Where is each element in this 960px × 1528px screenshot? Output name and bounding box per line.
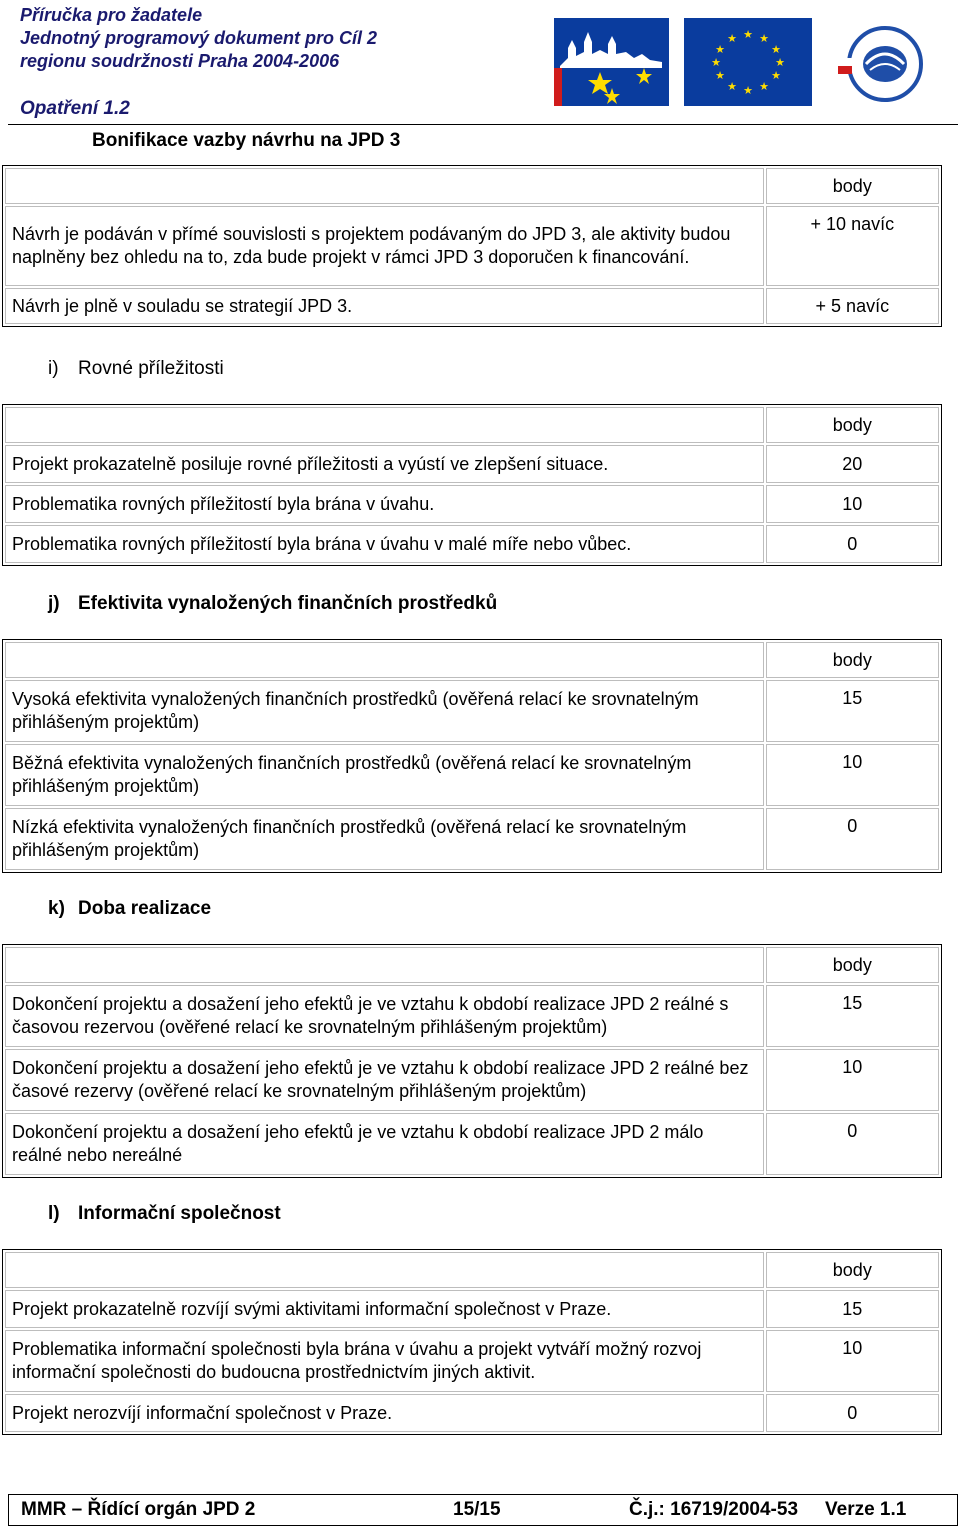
criterion-text: Problematika informační společnosti byla brána v úvahu a projekt vytváří možný rozvoj informační společnosti do budoucna prostřednictvím jiných aktivit. bbox=[5, 1330, 764, 1392]
criterion-points: 0 bbox=[766, 1113, 939, 1175]
section-title: Rovné příležitosti bbox=[78, 358, 224, 379]
efektivita-table bbox=[2, 639, 942, 873]
criterion-points: 10 bbox=[766, 1049, 939, 1111]
table-row bbox=[5, 206, 939, 286]
svg-text:★: ★ bbox=[715, 69, 725, 82]
criterion-points: 0 bbox=[766, 1394, 939, 1432]
table-row bbox=[5, 288, 939, 324]
section-title: Informační společnost bbox=[78, 1203, 281, 1224]
criterion-text: Problematika rovných příležitostí byla brána v úvahu. bbox=[5, 485, 764, 523]
footer-version: Verze 1.1 bbox=[825, 1499, 907, 1520]
header-line-1: Příručka pro žadatele bbox=[20, 5, 203, 25]
footer-reference-number: Č.j.: 16719/2004-53 bbox=[629, 1499, 799, 1520]
svg-text:★: ★ bbox=[759, 32, 769, 45]
page-header bbox=[8, 0, 958, 125]
svg-text:★: ★ bbox=[771, 69, 781, 82]
criterion-points: 0 bbox=[766, 808, 939, 870]
eu-flag-logo bbox=[684, 18, 812, 106]
svg-text:★: ★ bbox=[727, 80, 737, 93]
table-header-row bbox=[5, 1252, 939, 1288]
table-row bbox=[5, 1113, 939, 1175]
criterion-text: Běžná efektivita vynaložených finančních prostředků (ověřená relací ke srovnatelným přihlášeným projektům) bbox=[5, 744, 764, 806]
table-row bbox=[5, 985, 939, 1047]
table-row bbox=[5, 525, 939, 563]
footer-organization: MMR – Řídící orgán JPD 2 bbox=[21, 1499, 256, 1520]
document-title bbox=[20, 4, 377, 73]
svg-text:★: ★ bbox=[715, 43, 725, 56]
svg-text:★: ★ bbox=[743, 28, 753, 41]
table-row bbox=[5, 680, 939, 742]
header-empty-cell bbox=[5, 1252, 764, 1288]
criterion-text: Projekt prokazatelně rozvíjí svými aktivitami informační společnost v Praze. bbox=[5, 1290, 764, 1328]
criterion-text: Návrh je plně v souladu se strategií JPD 3. bbox=[5, 288, 764, 324]
section-letter: i) bbox=[48, 358, 59, 379]
criterion-points: 15 bbox=[766, 680, 939, 742]
svg-text:★: ★ bbox=[743, 84, 753, 97]
header-empty-cell bbox=[5, 407, 764, 443]
table-header-row bbox=[5, 642, 939, 678]
criterion-points: + 5 navíc bbox=[766, 288, 939, 324]
svg-text:★: ★ bbox=[759, 80, 769, 93]
section-letter: l) bbox=[48, 1203, 60, 1224]
table-header-row bbox=[5, 947, 939, 983]
section-heading-k bbox=[48, 898, 211, 920]
table-row bbox=[5, 1290, 939, 1328]
header-line-3: regionu soudržnosti Praha 2004-2006 bbox=[20, 51, 340, 71]
points-header: body bbox=[766, 1252, 939, 1288]
section-title: Efektivita vynaložených finančních prostředků bbox=[78, 593, 498, 614]
table-row bbox=[5, 445, 939, 483]
svg-text:★: ★ bbox=[775, 56, 785, 69]
criterion-text: Projekt prokazatelně posiluje rovné příležitosti a vyústí ve zlepšení situace. bbox=[5, 445, 764, 483]
criterion-text: Dokončení projektu a dosažení jeho efektů je ve vztahu k období realizace JPD 2 reálné s časovou rezervou (ověřené relací ke srovnatelným přihlášeným projektům) bbox=[5, 985, 764, 1047]
table-row bbox=[5, 1330, 939, 1392]
criterion-points: 20 bbox=[766, 445, 939, 483]
svg-text:★: ★ bbox=[727, 32, 737, 45]
measure-label: Opatření 1.2 bbox=[20, 98, 130, 119]
table-header-row bbox=[5, 407, 939, 443]
points-header: body bbox=[766, 642, 939, 678]
criterion-points: 10 bbox=[766, 744, 939, 806]
criterion-text: Vysoká efektivita vynaložených finančních prostředků (ověřená relací ke srovnatelným přihlášeným projektům) bbox=[5, 680, 764, 742]
section-letter: k) bbox=[48, 898, 65, 919]
svg-text:★: ★ bbox=[771, 43, 781, 56]
criterion-points: 15 bbox=[766, 985, 939, 1047]
table-row bbox=[5, 1049, 939, 1111]
criterion-points: 10 bbox=[766, 1330, 939, 1392]
section-heading-j bbox=[48, 593, 497, 615]
table-row bbox=[5, 744, 939, 806]
criterion-points: 15 bbox=[766, 1290, 939, 1328]
criterion-text: Návrh je podáván v přímé souvislosti s projektem podávaným do JPD 3, ale aktivity budou naplněny bez ohledu na to, zda bude projekt v rámci JPD 3 doporučen k financování. bbox=[5, 206, 764, 286]
criterion-points: 10 bbox=[766, 485, 939, 523]
criterion-text: Nízká efektivita vynaložených finančních prostředků (ověřená relací ke srovnatelným přihlášeným projektům) bbox=[5, 808, 764, 870]
table-header-row bbox=[5, 168, 939, 204]
header-empty-cell bbox=[5, 642, 764, 678]
informacni-spolecnost-table bbox=[2, 1249, 942, 1435]
bonifikace-table bbox=[2, 165, 942, 327]
prague-logo bbox=[554, 18, 669, 106]
criterion-text: Dokončení projektu a dosažení jeho efektů je ve vztahu k období realizace JPD 2 málo reálné nebo nereálné bbox=[5, 1113, 764, 1175]
page-footer bbox=[8, 1494, 958, 1526]
table-row bbox=[5, 485, 939, 523]
points-header: body bbox=[766, 407, 939, 443]
bonifikace-title: Bonifikace vazby návrhu na JPD 3 bbox=[92, 130, 401, 151]
section-heading-l bbox=[48, 1203, 281, 1225]
section-heading-i bbox=[48, 358, 224, 380]
doba-realizace-table bbox=[2, 944, 942, 1178]
table-row bbox=[5, 1394, 939, 1432]
points-header: body bbox=[766, 947, 939, 983]
criterion-text: Dokončení projektu a dosažení jeho efektů je ve vztahu k období realizace JPD 2 reálné bez časové rezervy (ověřené relací ke srovnatelným přihlášeným projektům) bbox=[5, 1049, 764, 1111]
section-letter: j) bbox=[48, 593, 60, 614]
footer-page-number: 15/15 bbox=[453, 1499, 501, 1520]
header-line-2: Jednotný programový dokument pro Cíl 2 bbox=[20, 28, 378, 48]
criterion-text: Projekt nerozvíjí informační společnost v Praze. bbox=[5, 1394, 764, 1432]
section-title: Doba realizace bbox=[78, 898, 212, 919]
criterion-text: Problematika rovných příležitostí byla brána v úvahu v malé míře nebo vůbec. bbox=[5, 525, 764, 563]
header-empty-cell bbox=[5, 947, 764, 983]
ministerstvo-logo bbox=[830, 18, 940, 106]
rovne-prilezitosti-table bbox=[2, 404, 942, 566]
criterion-points: 0 bbox=[766, 525, 939, 563]
table-row bbox=[5, 808, 939, 870]
criterion-points: + 10 navíc bbox=[766, 206, 939, 286]
svg-text:★: ★ bbox=[711, 56, 721, 69]
points-header: body bbox=[766, 168, 939, 204]
header-empty-cell bbox=[5, 168, 764, 204]
